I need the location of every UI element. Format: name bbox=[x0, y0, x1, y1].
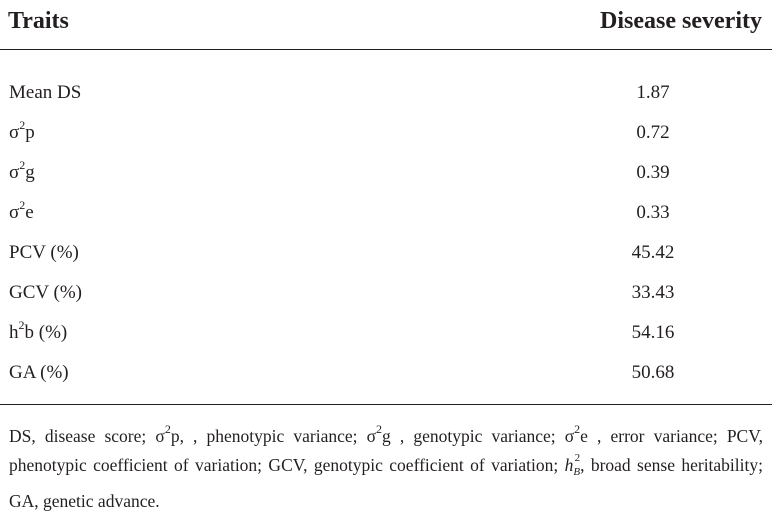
row-value: 0.39 bbox=[636, 162, 670, 183]
trait-text: GA (%) bbox=[9, 362, 69, 383]
footer-rule bbox=[0, 404, 772, 405]
row-value: 1.87 bbox=[636, 82, 670, 103]
trait-text: Mean DS bbox=[9, 82, 82, 103]
trait-text: GCV (%) bbox=[9, 282, 83, 303]
trait-symbol: σ bbox=[9, 162, 20, 183]
table-row bbox=[0, 193, 772, 233]
heritability-superscript: 2 bbox=[574, 452, 581, 464]
row-value: 45.42 bbox=[631, 242, 675, 263]
table-row bbox=[0, 113, 772, 153]
heritability-subscript: B bbox=[573, 466, 581, 478]
trait-suffix: e bbox=[25, 202, 34, 223]
heritability-letter: h bbox=[564, 455, 574, 475]
table-row bbox=[0, 73, 772, 113]
trait-suffix: g bbox=[25, 162, 35, 183]
row-value: 33.43 bbox=[631, 282, 675, 303]
table-row bbox=[0, 153, 772, 193]
footnote-text: , broad sense heritability; GA, genetic advance. bbox=[9, 455, 763, 511]
row-value: 50.68 bbox=[631, 362, 675, 383]
footnote-text: p, , phenotypic variance; σ bbox=[170, 426, 377, 446]
trait-text: PCV (%) bbox=[9, 242, 79, 263]
table-footnote bbox=[9, 422, 763, 516]
trait-symbol: h bbox=[9, 322, 19, 343]
footnote-text: e , error variance; PCV, phenotypic coefficient of variation; GCV, genotypic coefficient of variation; bbox=[9, 426, 763, 475]
footnote-superscript: 2 bbox=[376, 422, 383, 437]
header-disease-severity: Disease severity bbox=[600, 8, 762, 34]
row-value: 54.16 bbox=[631, 322, 675, 343]
table-row bbox=[0, 233, 772, 273]
footnote-text: g , genotypic variance; σ bbox=[382, 426, 575, 446]
trait-superscript: 2 bbox=[19, 157, 26, 172]
table-row bbox=[0, 353, 772, 393]
trait-superscript: 2 bbox=[18, 317, 25, 332]
row-value: 0.33 bbox=[636, 202, 670, 223]
header-traits: Traits bbox=[8, 8, 69, 34]
header-rule bbox=[0, 49, 772, 50]
trait-symbol: σ bbox=[9, 122, 20, 143]
table-row bbox=[0, 313, 772, 353]
trait-symbol: σ bbox=[9, 202, 20, 223]
row-value: 0.72 bbox=[636, 122, 670, 143]
trait-suffix: b (%) bbox=[24, 322, 68, 343]
trait-suffix: p bbox=[25, 122, 35, 143]
trait-superscript: 2 bbox=[19, 117, 26, 132]
table-row bbox=[0, 273, 772, 313]
trait-superscript: 2 bbox=[19, 197, 26, 212]
footnote-superscript: 2 bbox=[574, 422, 581, 437]
footnote-text: DS, disease score; σ bbox=[9, 426, 165, 446]
footnote-superscript: 2 bbox=[164, 422, 171, 437]
heritability-symbol bbox=[565, 451, 580, 487]
